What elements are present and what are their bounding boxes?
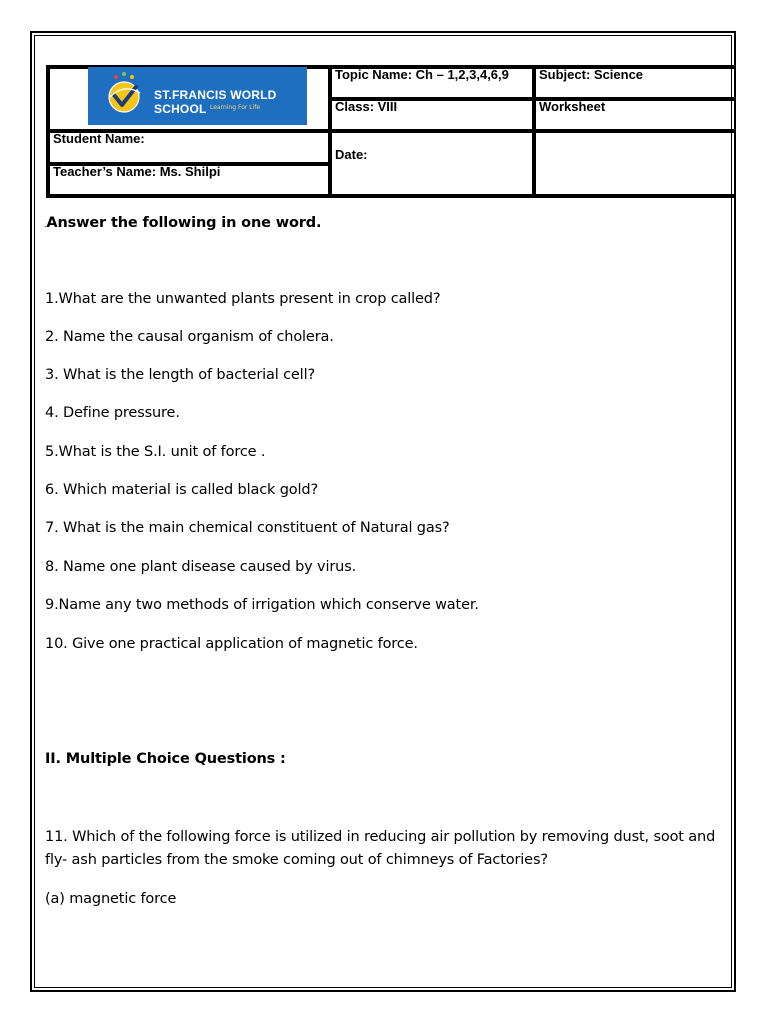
question-8: 8. Name one plant disease caused by virus. [45, 559, 357, 575]
question-3: 3. What is the length of bacterial cell? [45, 367, 315, 383]
section1-heading [44, 215, 321, 231]
section2-heading: II. Multiple Choice Questions : [45, 751, 286, 767]
question-1: 1.What are the unwanted plants present in crop called? [45, 291, 441, 307]
student-name-label: Student Name: [53, 131, 145, 146]
subject-name: Subject: Science [539, 67, 644, 82]
logo-tagline: Learning For Life [210, 104, 261, 111]
question-11: 11. Which of the following force is utilized in reducing air pollution by removing dust, soot and fly- ash particles from the smoke coming out of chimneys of Factories? [45, 829, 716, 868]
section1-prefix: . [44, 220, 47, 229]
section1-title: Answer the following in one word. [46, 215, 322, 231]
question-4: 4. Define pressure. [45, 405, 180, 421]
class-name: Class: VIII [335, 99, 398, 114]
question-9: 9.Name any two methods of irrigation which conserve water. [45, 597, 479, 613]
question-6: 6. Which material is called black gold? [45, 482, 318, 498]
school-emblem-icon [98, 67, 154, 125]
date-label: Date: [335, 147, 368, 162]
question-5: 5.What is the S.I. unit of force . [45, 444, 266, 460]
teacher-name: Teacher’s Name: Ms. Shilpi [53, 164, 221, 179]
topic-name: Topic Name: Ch – 1,2,3,4,6,9 [335, 67, 509, 82]
worksheet-label: Worksheet [539, 99, 606, 114]
question-2: 2. Name the causal organism of cholera. [45, 329, 334, 345]
question-10: 10. Give one practical application of magnetic force. [45, 636, 418, 652]
question-7: 7. What is the main chemical constituent of Natural gas? [45, 520, 450, 536]
school-logo [88, 67, 307, 125]
logo-school-name: ST.FRANCIS WORLD SCHOOL [154, 88, 277, 116]
question-11-option-a: (a) magnetic force [45, 891, 177, 907]
